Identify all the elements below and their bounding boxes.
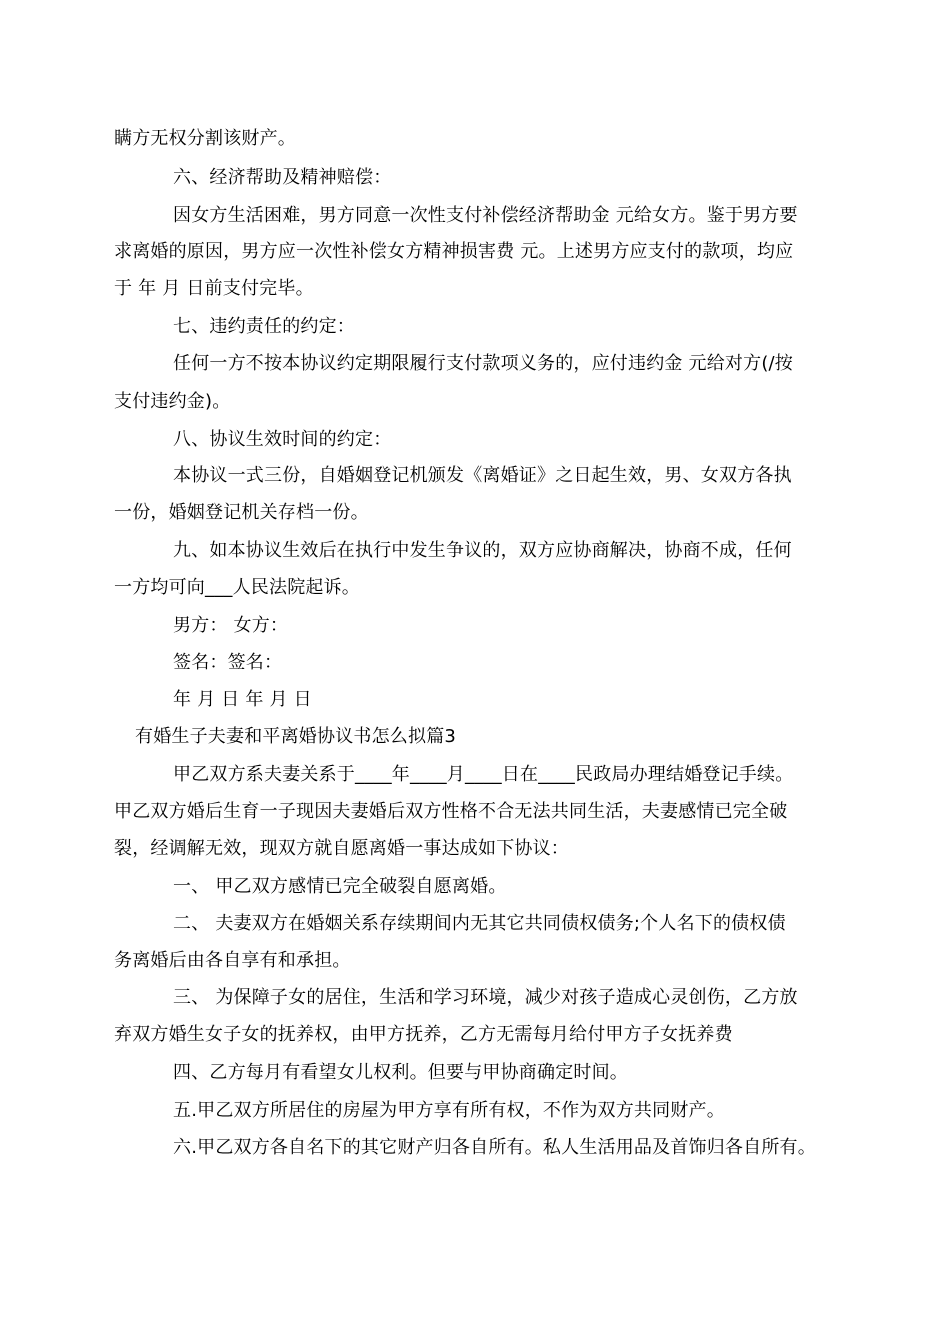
clause-2: 二、 夫妻双方在婚姻关系存续期间内无其它共同债权债务;个人名下的债权债 [173,913,786,934]
signature-parties: 男方： 女方： [173,615,289,636]
clause-5: 五.甲乙双方所居住的房屋为甲方享有所有权，不作为双方共同财产。 [173,1100,725,1121]
clause-4: 四、乙方每月有看望女儿权利。但要与甲协商确定时间。 [173,1062,628,1083]
section-heading-6: 六、经济帮助及精神赔偿： [173,167,392,188]
body-line-20: 裂，经调解无效，现双方就自愿离婚一事达成如下协议： [114,838,569,859]
body-line-23: 务离婚后由各自享有和承担。 [114,950,351,971]
body-line-25: 弃双方婚生女子女的抚养权，由甲方抚养，乙方无需每月给付甲方子女抚养费 [114,1024,733,1045]
body-line-4: 求离婚的原因，男方应一次性补偿女方精神损害费 元。上述男方应支付的款项，均应 [114,241,794,262]
section-heading-7: 七、违约责任的约定： [173,316,355,337]
body-line-10: 本协议一式三份，自婚姻登记机颁发《离婚证》之日起生效，男、女双方各执 [173,465,792,486]
article-title: 有婚生子夫妻和平离婚协议书怎么拟篇3 [135,726,457,747]
body-line-5: 于 年 月 日前支付完毕。 [114,278,314,299]
signature-names: 签名：签名： [173,652,283,673]
section-heading-9: 九、如本协议生效后在执行中发生争议的，双方应协商解决，协商不成，任何 [173,540,792,561]
body-line-18: 甲乙双方系夫妻关系于____年____月____日在____民政局办理结婚登记手续。 [173,764,794,785]
body-line-7: 任何一方不按本协议约定期限履行支付款项义务的，应付违约金 元给对方(/按 [173,353,794,374]
clause-1: 一、 甲乙双方感情已完全破裂自愿离婚。 [173,876,507,897]
clause-6: 六.甲乙双方各自名下的其它财产归各自所有。私人生活用品及首饰归各自所有。 [173,1137,816,1158]
body-line-13: 一方均可向___人民法院起诉。 [114,577,360,598]
clause-3: 三、 为保障子女的居住，生活和学习环境，减少对孩子造成心灵创伤，乙方放 [173,987,798,1008]
body-line-8: 支付违约金)。 [114,391,231,412]
body-line-11: 一份，婚姻登记机关存档一份。 [114,502,369,523]
body-line-1: 瞒方无权分割该财产。 [114,128,296,149]
signature-dates: 年 月 日 年 月 日 [173,689,312,710]
body-line-3: 因女方生活困难，男方同意一次性支付补偿经济帮助金 元给女方。鉴于男方要 [173,205,798,226]
section-heading-8: 八、协议生效时间的约定： [173,429,392,450]
body-line-19: 甲乙双方婚后生育一子现因夫妻婚后双方性格不合无法共同生活，夫妻感情已完全破 [114,801,788,822]
